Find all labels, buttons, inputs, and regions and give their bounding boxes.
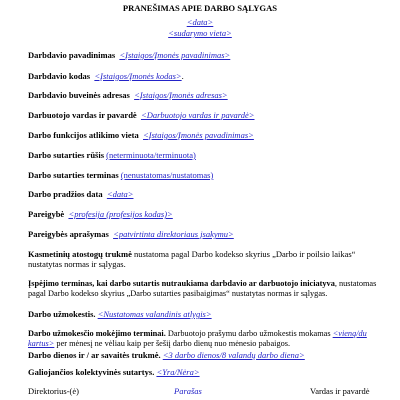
date-placeholder[interactable]: <data> — [186, 17, 214, 27]
field-contract-term — [28, 170, 213, 180]
paragraph-text: Darbuotojo prašymu darbo užmokestis mokamas — [165, 329, 333, 338]
paragraph-collective-agreements — [28, 367, 200, 377]
field-label: Pareigybės aprašymas — [28, 229, 109, 239]
paragraph-working-time — [28, 350, 305, 360]
paragraph-text: , nustatomas — [334, 279, 377, 288]
paragraph-bold: Kasmetinių atostogų trukmė — [28, 249, 132, 259]
field-placeholder[interactable]: <vieną/du — [332, 329, 367, 338]
field-placeholder[interactable]: <Darbuotojo vardas ir pavardė> — [140, 110, 255, 120]
signature-role: Direktorius-(ė) — [28, 386, 79, 396]
paragraph-bold: Darbo dienos ir / ar savaitės trukmė. — [28, 350, 161, 360]
field-placeholder[interactable]: <Įstaigos/Įmonės pavadinimas> — [143, 130, 254, 140]
paragraph-bold: Įspėjimo terminas, kai darbo sutartis nutraukiama darbdavio ar darbuotojo iniciatyva — [28, 279, 335, 288]
field-placeholder[interactable]: <Įstaigos/Įmonės pavadinimas> — [119, 50, 231, 60]
field-work-location — [28, 130, 254, 140]
field-position-description — [28, 229, 234, 239]
field-employee-name — [28, 110, 255, 120]
paragraph-notice-period-line2: pagal Darbo kodekso skyrius „Darbo sutarties pasibaigimas“ nustatytas normas ir sąlygas. — [28, 289, 328, 298]
field-placeholder[interactable]: <patvirtinta direktoriaus įsakymu> — [113, 229, 234, 239]
field-placeholder[interactable]: <Nustatomas valandinis atlygis> — [97, 309, 212, 319]
field-tail: . — [181, 71, 184, 81]
field-label: Darbo sutarties rūšis — [28, 150, 105, 160]
field-start-date — [28, 189, 133, 199]
field-label: Darbdavio pavadinimas — [28, 50, 116, 60]
paragraph-salary — [28, 309, 212, 319]
place-placeholder[interactable]: <sudarymo vieta> — [168, 28, 232, 38]
field-placeholder[interactable]: <Yra/Nėra> — [156, 367, 200, 377]
signature-placeholder[interactable]: Parašas — [174, 386, 202, 396]
paragraph-bold: Darbo užmokesčio mokėjimo terminai. — [28, 329, 166, 338]
field-placeholder[interactable]: <data> — [106, 189, 134, 199]
field-placeholder[interactable]: (nenustatomas/nustatomas) — [120, 170, 214, 180]
field-label: Pareigybė — [28, 209, 65, 219]
field-placeholder[interactable]: <3 darbo dienos/8 valandų darbo diena> — [162, 350, 305, 360]
paragraph-notice-period — [28, 279, 376, 289]
paragraph-text: nustatoma pagal Darbo kodekso skyrius „Darbo ir poilsio laikas“ — [131, 249, 356, 259]
paragraph-bold: Darbo užmokestis. — [28, 309, 96, 319]
field-contract-type — [28, 150, 196, 160]
paragraph-payment-terms — [28, 329, 367, 339]
field-placeholder[interactable]: <Įstaigos/Įmonės kodas> — [94, 71, 182, 81]
field-label: Darbo funkcijos atlikimo vieta — [28, 130, 139, 140]
field-placeholder[interactable]: <Įstaigos/Įmonės adresas> — [134, 90, 228, 100]
paragraph-payment-terms-line2 — [28, 339, 290, 349]
field-label: Darbo sutarties terminas — [28, 170, 119, 180]
paragraph-annual-leave — [28, 249, 355, 259]
field-position — [28, 209, 173, 219]
paragraph-bold: Galiojančios kolektyvinės sutartys. — [28, 367, 155, 377]
field-employer-address — [28, 90, 228, 100]
field-placeholder[interactable]: <profesija (profesijos kodas)> — [68, 209, 173, 219]
field-placeholder[interactable]: (neterminuota/terminuota) — [106, 150, 196, 160]
field-label: Darbuotojo vardas ir pavardė — [28, 110, 137, 120]
field-label: Darbo pradžios data — [28, 189, 103, 199]
paragraph-text: per mėnesį ne vėliau kaip per šešiį darbo dienų nuo mėnesio pabaigos. — [54, 339, 291, 348]
document-title: PRANEŠIMAS APIE DARBO SĄLYGAS — [122, 3, 278, 13]
paragraph-annual-leave-line2: nustatytas normas ir sąlygas. — [28, 259, 126, 269]
field-placeholder[interactable]: kartus> — [28, 339, 55, 348]
field-employer-code — [28, 71, 184, 81]
field-label: Darbdavio buveinės adresas — [28, 90, 130, 100]
signature-name: Vardas ir pavardė — [310, 386, 370, 396]
field-label: Darbdavio kodas — [28, 71, 91, 81]
field-employer-name — [28, 50, 230, 60]
